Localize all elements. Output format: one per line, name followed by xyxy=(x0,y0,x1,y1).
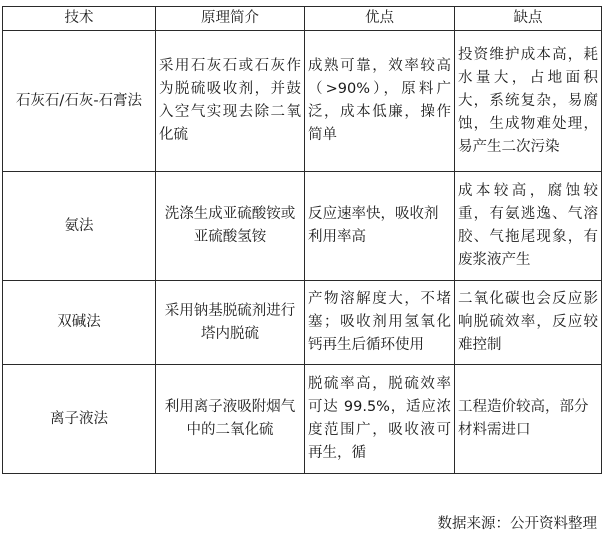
table-header-row xyxy=(3,7,602,31)
technology-cell: 石灰石/石灰-石膏法 xyxy=(3,31,156,172)
principle-cell: 采用石灰石或石灰作为脱硫吸收剂，并鼓入空气实现去除二氧化硫 xyxy=(156,31,305,172)
advantages-cell: 反应速率快，吸收剂利用率高 xyxy=(305,172,455,281)
disadvantages-cell: 成本较高，腐蚀较重，有氨逃逸、气溶胶、气拖尾现象，有废浆液产生 xyxy=(455,172,602,281)
header-advantages: 优点 xyxy=(305,7,455,31)
header-technology: 技术 xyxy=(3,7,156,31)
disadvantages-cell: 二氧化碳也会反应影响脱硫效率，反应较难控制 xyxy=(455,281,602,365)
header-principle: 原理简介 xyxy=(156,7,305,31)
principle-cell: 洗涤生成亚硫酸铵或亚硫酸氢铵 xyxy=(156,172,305,281)
table-row xyxy=(3,172,602,281)
disadvantages-cell: 投资维护成本高，耗水量大，占地面积大，系统复杂，易腐蚀，生成物难处理，易产生二次污染 xyxy=(455,31,602,172)
advantages-cell: 脱硫率高，脱硫效率可达 99.5%，适应浓度范围广，吸收液可再生，循 xyxy=(305,365,455,474)
technology-cell: 离子液法 xyxy=(3,365,156,474)
advantages-cell: 成熟可靠，效率较高（>90%），原料广泛，成本低廉，操作简单 xyxy=(305,31,455,172)
header-disadvantages: 缺点 xyxy=(455,7,602,31)
comparison-table xyxy=(2,6,602,474)
table-row xyxy=(3,31,602,172)
table-row xyxy=(3,365,602,474)
advantages-cell: 产物溶解度大，不堵塞；吸收剂用氢氧化钙再生后循环使用 xyxy=(305,281,455,365)
data-source-note: 数据来源：公开资料整理 xyxy=(437,516,597,532)
disadvantages-cell: 工程造价较高，部分材料需进口 xyxy=(455,365,602,474)
principle-cell: 采用钠基脱硫剂进行塔内脱硫 xyxy=(156,281,305,365)
technology-cell: 双碱法 xyxy=(3,281,156,365)
principle-cell: 利用离子液吸附烟气中的二氧化硫 xyxy=(156,365,305,474)
table-row xyxy=(3,281,602,365)
technology-cell: 氨法 xyxy=(3,172,156,281)
